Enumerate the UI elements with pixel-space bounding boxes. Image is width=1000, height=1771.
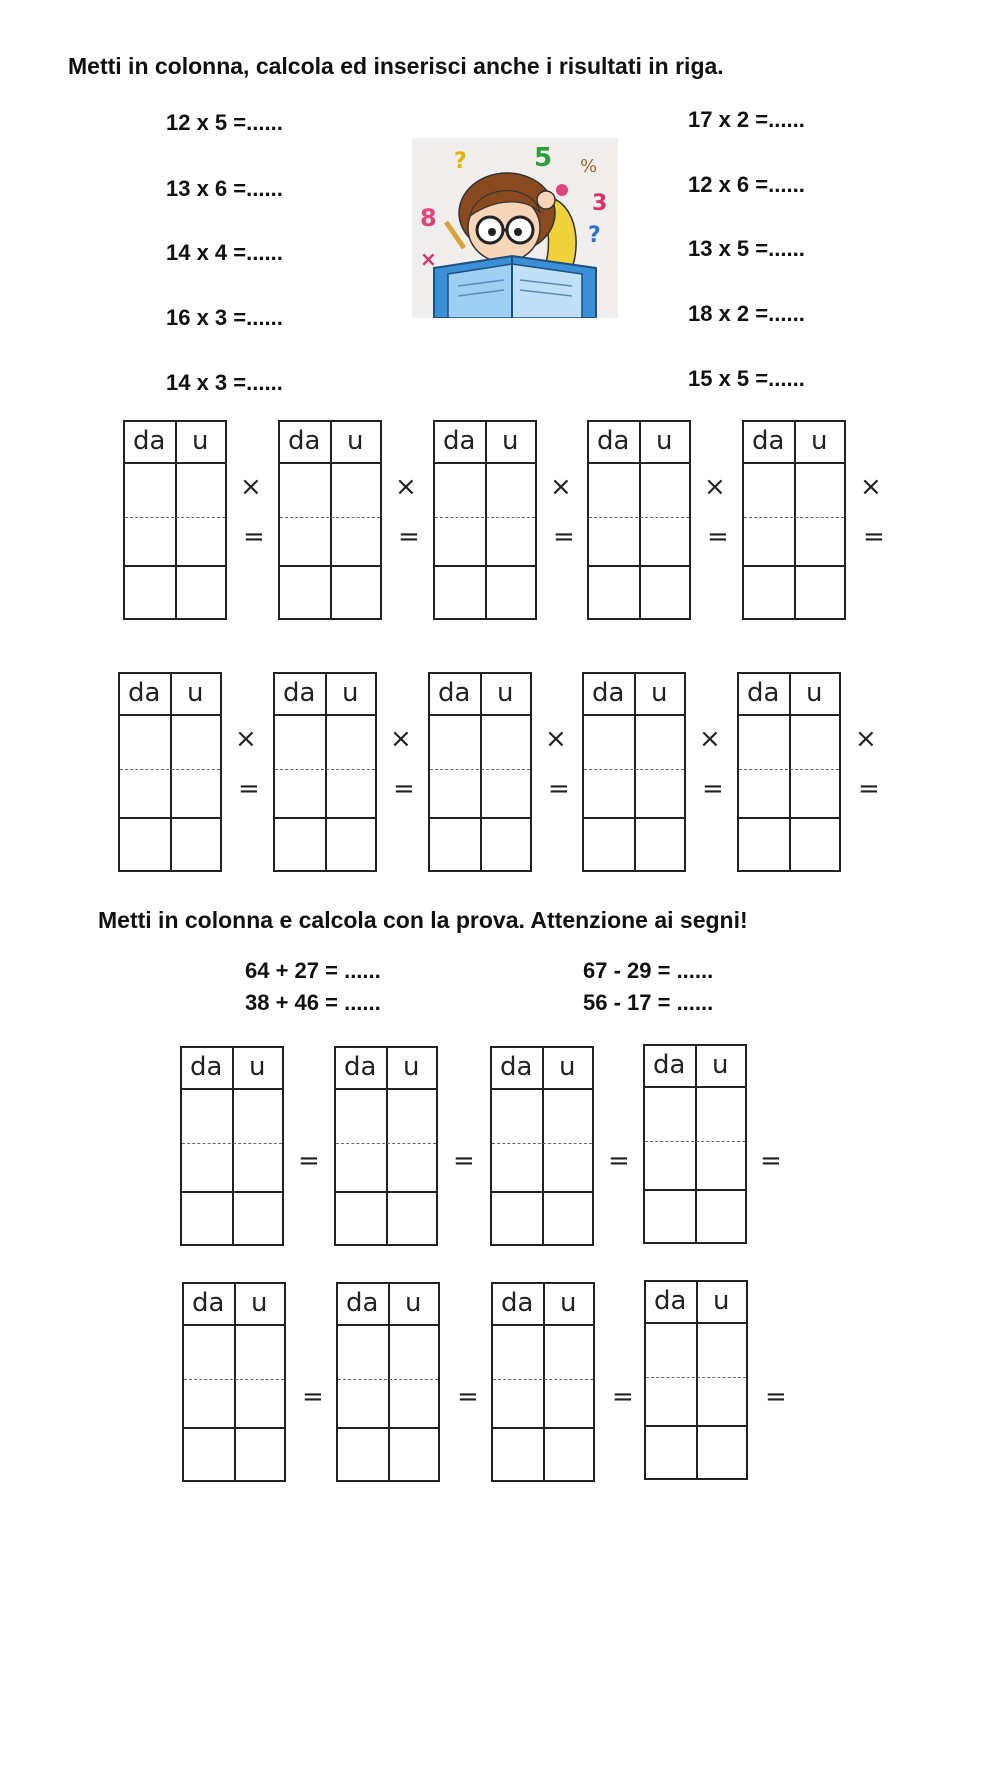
grid-dashed-line xyxy=(744,517,844,518)
equals-sign: = xyxy=(707,522,729,552)
grid-line xyxy=(120,817,220,819)
grid-divider xyxy=(543,1284,545,1480)
equation-left-2: 13 x 6 =...... xyxy=(166,176,283,201)
grid-line xyxy=(492,1191,592,1193)
header-u: u xyxy=(651,678,668,708)
column-grid-s1-r1-1[interactable] xyxy=(123,420,227,620)
grid-line xyxy=(275,817,375,819)
header-da: da xyxy=(288,426,321,456)
header-u: u xyxy=(405,1288,422,1318)
column-grid-s1-r2-5[interactable] xyxy=(737,672,841,872)
grid-line xyxy=(584,817,684,819)
grid-line xyxy=(435,462,535,464)
grid-dashed-line xyxy=(492,1143,592,1144)
glyph-eight: 8 xyxy=(420,204,437,232)
grid-line xyxy=(493,1324,593,1326)
column-grid-s1-r2-2[interactable] xyxy=(273,672,377,872)
grid-line xyxy=(645,1189,745,1191)
grid-dashed-line xyxy=(338,1379,438,1380)
header-da: da xyxy=(443,426,476,456)
grid-line xyxy=(280,565,380,567)
header-u: u xyxy=(187,678,204,708)
header-da: da xyxy=(190,1052,223,1082)
glyph-three: 3 xyxy=(592,191,608,216)
header-da: da xyxy=(592,678,625,708)
grid-divider xyxy=(330,422,332,618)
column-grid-s1-r2-3[interactable] xyxy=(428,672,532,872)
equation-right-1: 17 x 2 =...... xyxy=(688,107,805,132)
column-grid-s1-r1-5[interactable] xyxy=(742,420,846,620)
grid-divider xyxy=(175,422,177,618)
equation-add-2: 38 + 46 = ...... xyxy=(245,990,381,1015)
grid-dashed-line xyxy=(493,1379,593,1380)
glyph-question: ? xyxy=(454,149,467,174)
header-u: u xyxy=(249,1052,266,1082)
grid-line xyxy=(589,462,689,464)
grid-dashed-line xyxy=(120,769,220,770)
grid-line xyxy=(739,714,839,716)
header-da: da xyxy=(344,1052,377,1082)
equation-sub-2: 56 - 17 = ...... xyxy=(583,990,714,1015)
header-da: da xyxy=(346,1288,379,1318)
times-sign: × xyxy=(860,472,882,502)
grid-line xyxy=(589,565,689,567)
column-grid-s2-r1-4[interactable] xyxy=(643,1044,747,1244)
equation-right-2: 12 x 6 =...... xyxy=(688,172,805,197)
header-da: da xyxy=(653,1050,686,1080)
grid-line xyxy=(646,1322,746,1324)
grid-divider xyxy=(695,1046,697,1242)
grid-line xyxy=(646,1425,746,1427)
grid-line xyxy=(435,565,535,567)
grid-divider xyxy=(388,1284,390,1480)
grid-divider xyxy=(634,674,636,870)
header-u: u xyxy=(497,678,514,708)
grid-line xyxy=(184,1427,284,1429)
column-grid-s2-r2-2[interactable] xyxy=(336,1282,440,1482)
header-da: da xyxy=(597,426,630,456)
grid-divider xyxy=(480,674,482,870)
times-sign: × xyxy=(699,724,721,754)
times-sign: × xyxy=(240,472,262,502)
times-sign: × xyxy=(395,472,417,502)
grid-line xyxy=(125,565,225,567)
header-u: u xyxy=(559,1052,576,1082)
times-sign: × xyxy=(855,724,877,754)
grid-dashed-line xyxy=(184,1379,284,1380)
header-u: u xyxy=(811,426,828,456)
grid-dashed-line xyxy=(739,769,839,770)
times-sign: × xyxy=(390,724,412,754)
header-u: u xyxy=(656,426,673,456)
equals-sign: = xyxy=(608,1146,630,1176)
glyph-question-2: ? xyxy=(588,223,601,248)
grid-divider xyxy=(639,422,641,618)
grid-line xyxy=(338,1324,438,1326)
grid-dashed-line xyxy=(430,769,530,770)
glyph-five: 5 xyxy=(534,143,553,173)
grid-line xyxy=(120,714,220,716)
equals-sign: = xyxy=(863,522,885,552)
equation-left-1: 12 x 5 =...... xyxy=(166,110,283,135)
header-u: u xyxy=(403,1052,420,1082)
grid-dashed-line xyxy=(336,1143,436,1144)
header-da: da xyxy=(654,1286,687,1316)
grid-line xyxy=(336,1191,436,1193)
glyph-times: × xyxy=(420,247,437,271)
header-u: u xyxy=(192,426,209,456)
equals-sign: = xyxy=(858,774,880,804)
grid-line xyxy=(182,1191,282,1193)
equals-sign: = xyxy=(553,522,575,552)
grid-divider xyxy=(794,422,796,618)
kid-reading-illustration xyxy=(412,138,618,318)
equation-right-5: 15 x 5 =...... xyxy=(688,366,805,391)
column-grid-s1-r2-4[interactable] xyxy=(582,672,686,872)
grid-divider xyxy=(234,1284,236,1480)
column-grid-s2-r2-3[interactable] xyxy=(491,1282,595,1482)
header-u: u xyxy=(347,426,364,456)
grid-line xyxy=(645,1086,745,1088)
grid-divider xyxy=(170,674,172,870)
equals-sign: = xyxy=(453,1146,475,1176)
glyph-percent: % xyxy=(580,156,598,177)
grid-divider xyxy=(542,1048,544,1244)
equals-sign: = xyxy=(765,1382,787,1412)
equation-sub-1: 67 - 29 = ...... xyxy=(583,958,714,983)
grid-dashed-line xyxy=(435,517,535,518)
column-grid-s1-r1-4[interactable] xyxy=(587,420,691,620)
column-grid-s2-r2-4[interactable] xyxy=(644,1280,748,1480)
equals-sign: = xyxy=(393,774,415,804)
equals-sign: = xyxy=(548,774,570,804)
grid-dashed-line xyxy=(125,517,225,518)
grid-line xyxy=(184,1324,284,1326)
header-u: u xyxy=(251,1288,268,1318)
column-grid-s2-r1-1[interactable] xyxy=(180,1046,284,1246)
equals-sign: = xyxy=(612,1382,634,1412)
header-u: u xyxy=(502,426,519,456)
grid-divider xyxy=(232,1048,234,1244)
header-da: da xyxy=(438,678,471,708)
equals-sign: = xyxy=(457,1382,479,1412)
column-grid-s2-r1-3[interactable] xyxy=(490,1046,594,1246)
grid-line xyxy=(182,1088,282,1090)
grid-line xyxy=(492,1088,592,1090)
header-da: da xyxy=(747,678,780,708)
grid-divider xyxy=(386,1048,388,1244)
equals-sign: = xyxy=(243,522,265,552)
grid-line xyxy=(430,817,530,819)
column-grid-s2-r1-2[interactable] xyxy=(334,1046,438,1246)
equals-sign: = xyxy=(302,1382,324,1412)
header-da: da xyxy=(283,678,316,708)
column-grid-s1-r1-3[interactable] xyxy=(433,420,537,620)
times-sign: × xyxy=(235,724,257,754)
equals-sign: = xyxy=(702,774,724,804)
grid-line xyxy=(336,1088,436,1090)
grid-divider xyxy=(325,674,327,870)
header-u: u xyxy=(342,678,359,708)
equation-add-1: 64 + 27 = ...... xyxy=(245,958,381,983)
grid-dashed-line xyxy=(280,517,380,518)
grid-line xyxy=(744,565,844,567)
times-sign: × xyxy=(704,472,726,502)
grid-line xyxy=(275,714,375,716)
grid-line xyxy=(430,714,530,716)
grid-dashed-line xyxy=(584,769,684,770)
instruction-multiplication: Metti in colonna, calcola ed inserisci anche i risultati in riga. xyxy=(68,53,724,79)
header-da: da xyxy=(128,678,161,708)
grid-dashed-line xyxy=(589,517,689,518)
equation-right-4: 18 x 2 =...... xyxy=(688,301,805,326)
column-grid-s1-r2-1[interactable] xyxy=(118,672,222,872)
grid-line xyxy=(338,1427,438,1429)
equals-sign: = xyxy=(298,1146,320,1176)
grid-line xyxy=(744,462,844,464)
grid-dashed-line xyxy=(275,769,375,770)
instruction-addition-subtraction: Metti in colonna e calcola con la prova. Attenzione ai segni! xyxy=(98,907,748,933)
equation-left-3: 14 x 4 =...... xyxy=(166,240,283,265)
column-grid-s1-r1-2[interactable] xyxy=(278,420,382,620)
grid-divider xyxy=(696,1282,698,1478)
column-grid-s2-r2-1[interactable] xyxy=(182,1282,286,1482)
grid-line xyxy=(280,462,380,464)
header-u: u xyxy=(560,1288,577,1318)
grid-divider xyxy=(789,674,791,870)
grid-line xyxy=(493,1427,593,1429)
equals-sign: = xyxy=(398,522,420,552)
equation-right-3: 13 x 5 =...... xyxy=(688,236,805,261)
header-da: da xyxy=(752,426,785,456)
header-u: u xyxy=(713,1286,730,1316)
grid-divider xyxy=(485,422,487,618)
grid-line xyxy=(125,462,225,464)
header-da: da xyxy=(500,1052,533,1082)
header-da: da xyxy=(192,1288,225,1318)
equation-left-4: 16 x 3 =...... xyxy=(166,305,283,330)
grid-line xyxy=(584,714,684,716)
header-u: u xyxy=(712,1050,729,1080)
header-u: u xyxy=(806,678,823,708)
times-sign: × xyxy=(545,724,567,754)
header-da: da xyxy=(133,426,166,456)
equation-left-5: 14 x 3 =...... xyxy=(166,370,283,395)
grid-dashed-line xyxy=(182,1143,282,1144)
times-sign: × xyxy=(550,472,572,502)
grid-dashed-line xyxy=(646,1377,746,1378)
grid-dashed-line xyxy=(645,1141,745,1142)
grid-line xyxy=(739,817,839,819)
header-da: da xyxy=(501,1288,534,1318)
equals-sign: = xyxy=(760,1146,782,1176)
equals-sign: = xyxy=(238,774,260,804)
